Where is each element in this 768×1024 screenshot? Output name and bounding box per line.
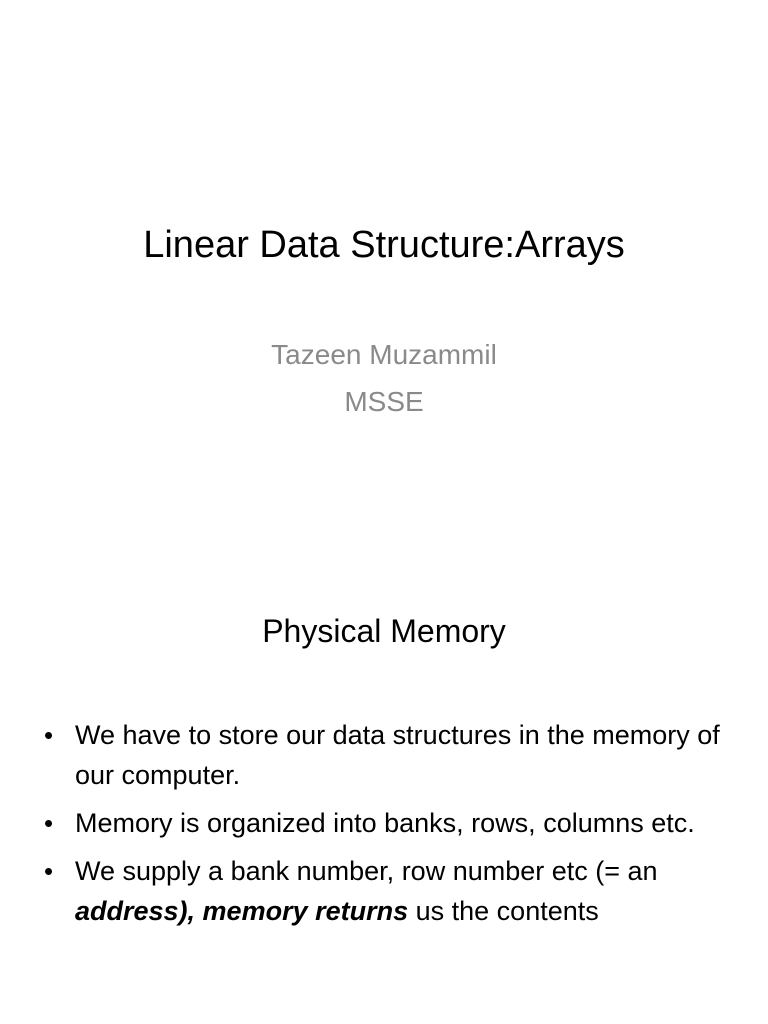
bullet-icon: • bbox=[44, 856, 54, 886]
bullet-item bbox=[0, 715, 768, 795]
bullet-item bbox=[0, 803, 768, 843]
bullet-list bbox=[0, 715, 768, 939]
bullet-icon: • bbox=[44, 808, 54, 838]
author-name: Tazeen Muzammil bbox=[271, 339, 497, 370]
section-title: Physical Memory bbox=[262, 613, 506, 649]
slide-title: Linear Data Structure:Arrays bbox=[143, 224, 625, 266]
bullet-text-part: us the contents bbox=[408, 896, 599, 926]
bullet-text: We have to store our data structures in the memory of our computer. bbox=[75, 720, 720, 790]
bullet-text-part: We supply a bank number, row number etc (= an bbox=[75, 856, 658, 886]
bullet-item bbox=[0, 851, 768, 931]
program-name: MSSE bbox=[344, 386, 424, 417]
emphasized-text: address), memory returns bbox=[75, 896, 409, 926]
bullet-text: Memory is organized into banks, rows, columns etc. bbox=[75, 808, 695, 838]
bullet-icon: • bbox=[44, 720, 54, 750]
